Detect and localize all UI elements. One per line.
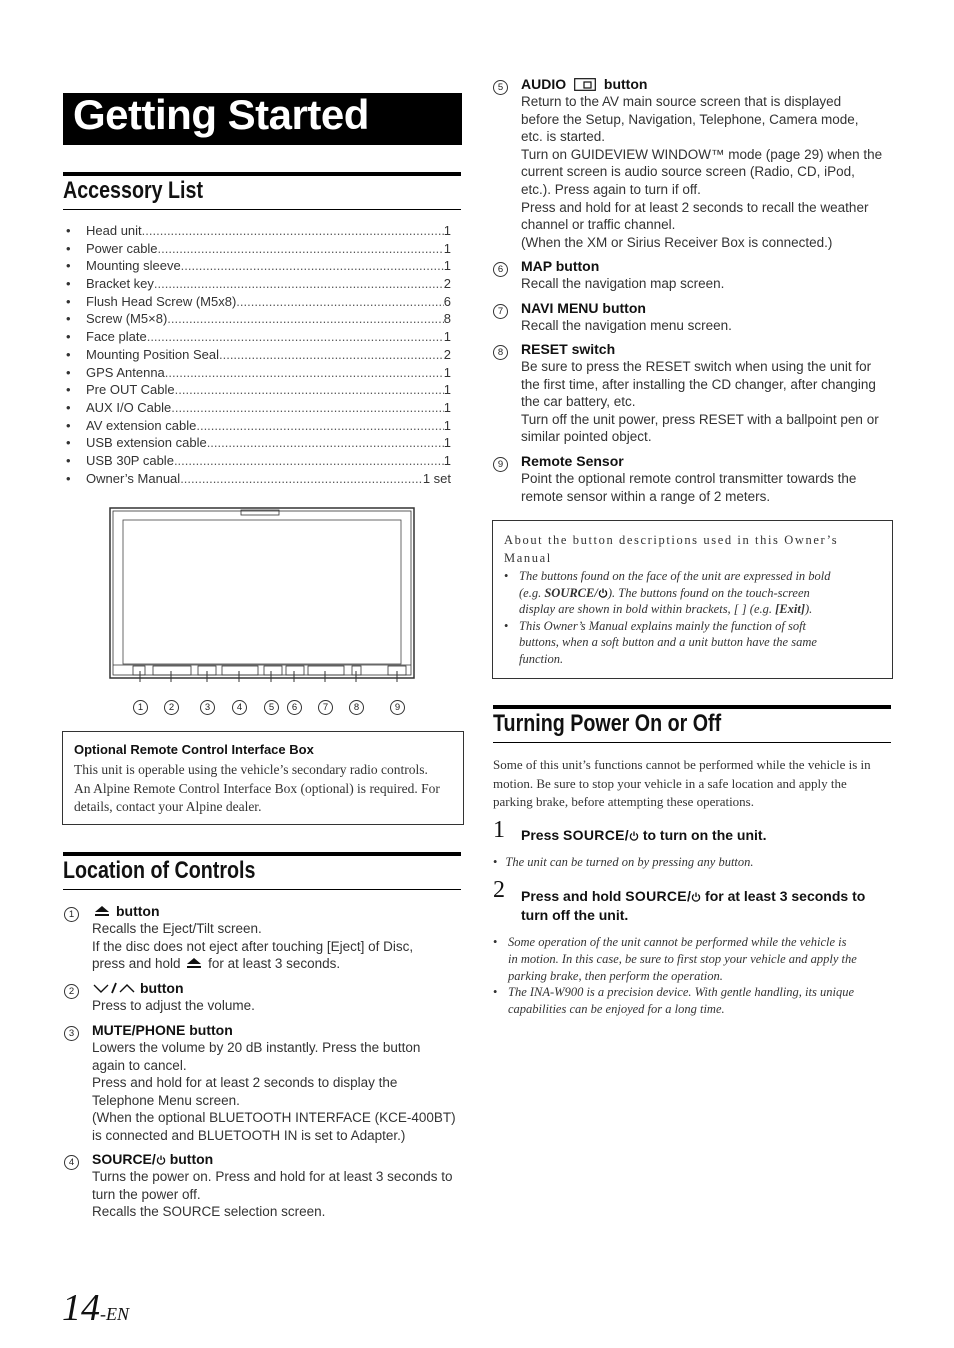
accessory-qty: 1: [443, 382, 451, 398]
about-text: ). The buttons found on the touch-screen: [607, 585, 810, 600]
callout-number: 9: [493, 457, 508, 472]
control-9-title: Remote Sensor: [521, 453, 624, 469]
control-5-title-text: AUDIO: [521, 76, 567, 92]
callout-number: 3: [64, 1026, 79, 1041]
accessory-row: [86, 293, 451, 311]
accessory-label: Head unit: [86, 223, 142, 238]
accessory-label: Power cable: [86, 240, 158, 256]
step-text: to turn on the unit.: [638, 827, 767, 843]
desc-line: channel or traffic channel.: [521, 217, 676, 233]
power-intro: [493, 756, 871, 812]
diagram-callout: 9: [390, 700, 405, 715]
about-line: buttons, when a soft button and a unit button have the same: [519, 635, 817, 650]
desc-line: the first time, after installing the CD changer, after changing: [521, 376, 876, 392]
desc-line: Return to the AV main source screen that is displayed: [521, 94, 842, 109]
remote-box-line: This unit is operable using the vehicle’s secondary radio controls.: [74, 762, 428, 777]
bullet-dot: •: [66, 276, 71, 292]
diagram-callout: 2: [164, 700, 179, 715]
bullet-dot: •: [66, 470, 71, 486]
step-text: Press and hold: [521, 888, 626, 904]
accessory-item: [66, 399, 451, 417]
note-line: in motion. In this case, be sure to first stop your vehicle and apply the: [508, 951, 857, 966]
control-7: [493, 301, 508, 319]
audio-button-icon: [574, 78, 596, 91]
desc-line: Turn on GUIDEVIEW WINDOW™ mode (page 29) when the: [521, 146, 883, 162]
control-1-desc: [92, 920, 413, 973]
callout-number: 4: [64, 1155, 79, 1170]
eject-icon: [92, 905, 112, 917]
desc-line: Point the optional remote control transmitter towards the: [521, 471, 857, 486]
power-icon: [598, 588, 608, 598]
leader-dots: [158, 240, 444, 258]
accessory-qty: 1: [443, 223, 451, 238]
accessory-qty: 8: [443, 311, 451, 327]
page-title-banner: [63, 93, 462, 145]
accessory-row: [86, 417, 451, 435]
diagram-callout: 7: [318, 700, 333, 715]
accessory-item: [66, 240, 451, 258]
accessory-item: [66, 257, 451, 275]
bullet-dot: •: [66, 293, 71, 309]
accessory-row: [86, 275, 451, 293]
bullet-dot: •: [66, 311, 71, 327]
accessory-label: AV extension cable: [86, 417, 197, 433]
accessory-item: [66, 364, 451, 382]
leader-dots: [174, 452, 444, 470]
step-1-number: 1: [493, 817, 505, 843]
leader-dots: [236, 293, 443, 311]
power-icon: [691, 892, 701, 902]
accessory-item: [66, 328, 451, 346]
about-text-bold: [Exit]: [775, 602, 805, 617]
leader-dots: [180, 470, 423, 488]
accessory-label: USB extension cable: [86, 435, 207, 451]
desc-line: etc.). Press again to turn if off.: [521, 181, 701, 197]
page-number-suffix: -EN: [100, 1304, 129, 1324]
control-7-desc: [521, 317, 732, 335]
control-4-title-text: SOURCE/: [92, 1151, 156, 1167]
step-1-text: [521, 827, 766, 843]
step-line: turn off the unit.: [521, 907, 629, 923]
accessory-qty: 1: [443, 399, 451, 415]
about-line: function.: [519, 651, 564, 666]
about-bullet: [504, 618, 831, 668]
power-title: Turning Power On or Off: [493, 710, 722, 737]
desc-line: Recalls the Eject/Tilt screen.: [92, 921, 262, 936]
accessory-item: [66, 470, 451, 488]
desc-line: is connected and BLUETOOTH IN is set to Adapter.): [92, 1127, 406, 1143]
accessory-label: USB 30P cable: [86, 452, 174, 468]
accessory-item: [66, 293, 451, 311]
step-2-number: 2: [493, 877, 505, 903]
note-line: parking brake, then perform the operation.: [508, 968, 723, 983]
accessory-label: Screw (M5×8): [86, 311, 168, 327]
step-2-text: [521, 887, 865, 925]
about-line: [519, 601, 831, 618]
desc-line: Some of this unit’s functions cannot be performed while the vehicle is in: [493, 757, 871, 772]
diagram-callout: 3: [200, 700, 215, 715]
power-icon: [156, 1155, 166, 1165]
diagram-callout: 8: [349, 700, 364, 715]
control-9-desc: [521, 470, 856, 505]
step-1-note: [493, 855, 754, 870]
accessory-qty: 1: [443, 240, 451, 256]
desc-line: motion. Be sure to stop your vehicle in a safe location and apply the: [493, 775, 847, 791]
about-line: [519, 585, 831, 602]
about-text-bold: SOURCE/: [544, 585, 598, 600]
device-diagram: [108, 506, 416, 682]
accessory-row: [86, 470, 451, 488]
control-4-desc: [92, 1168, 452, 1221]
accessory-item: [66, 381, 451, 399]
control-8: [493, 342, 508, 360]
bullet-dot: •: [66, 346, 71, 362]
source-label: SOURCE/: [625, 888, 692, 904]
diagram-callout: 4: [232, 700, 247, 715]
desc-line: similar pointed object.: [521, 429, 652, 445]
control-5-title-text: button: [603, 76, 648, 92]
accessory-qty: 1: [443, 452, 451, 468]
control-1-title-text: button: [116, 903, 160, 919]
step-text: Press: [521, 827, 564, 843]
bullet-dot: •: [66, 240, 71, 256]
bullet-dot: •: [66, 364, 71, 380]
desc-line: Press and hold for at least 2 seconds to recall the weather: [521, 199, 869, 215]
leader-dots: [171, 399, 444, 417]
desc-line: Recalls the SOURCE selection screen.: [92, 1204, 326, 1220]
accessory-label: Face plate: [86, 329, 147, 345]
accessory-row: [86, 222, 451, 240]
control-2: [64, 981, 79, 999]
section-rule-bottom: [63, 209, 461, 210]
desc-line: Recall the navigation map screen.: [521, 276, 725, 291]
diagram-callouts: [108, 680, 416, 713]
desc-line: before the Setup, Navigation, Telephone, Camera mode,: [521, 111, 859, 127]
head-unit-illustration: [108, 506, 416, 682]
accessory-label: Mounting sleeve: [86, 258, 181, 274]
accessory-label: Pre OUT Cable: [86, 382, 175, 398]
accessory-row: [86, 364, 451, 382]
step-line: [521, 887, 865, 906]
note-line: capabilities can be enjoyed for a long time.: [508, 1002, 725, 1017]
accessory-item: [66, 417, 451, 435]
desc-line: Recall the navigation menu screen.: [521, 318, 732, 333]
about-line: This Owner’s Manual explains mainly the function of soft: [519, 618, 807, 633]
desc-line: If the disc does not eject after touching [Eject] of Disc,: [92, 938, 414, 954]
bullet-dot: •: [66, 399, 71, 415]
volume-up-down-icon: [92, 982, 136, 994]
control-1: [64, 904, 79, 922]
remote-box-title: Optional Remote Control Interface Box: [74, 742, 314, 757]
accessory-row: [86, 328, 451, 346]
location-title: Location of Controls: [63, 857, 256, 884]
bullet-dot: •: [66, 452, 71, 468]
desc-line: [92, 955, 413, 973]
remote-box-line: details, contact your Alpine dealer.: [74, 799, 262, 814]
about-title-line: About the button descriptions used in this Owner’s: [504, 533, 839, 547]
diagram-callout: 6: [287, 700, 302, 715]
desc-line: (When the XM or Sirius Receiver Box is connected.): [521, 234, 833, 250]
control-3: [64, 1023, 79, 1041]
accessory-item: [66, 346, 451, 364]
bullet-dot: •: [493, 935, 498, 949]
power-note: [493, 984, 857, 1018]
callout-number: 7: [493, 304, 508, 319]
control-2-title-text: button: [140, 980, 184, 996]
leader-dots: [154, 275, 444, 293]
control-3-title: MUTE/PHONE button: [92, 1022, 233, 1038]
control-1-title: [92, 903, 160, 919]
about-box: [492, 520, 893, 679]
control-2-desc: Press to adjust the volume.: [92, 998, 255, 1013]
accessory-qty: 2: [443, 276, 451, 292]
about-line: The buttons found on the face of the unit are expressed in bold: [519, 569, 831, 583]
about-text: ).: [804, 602, 813, 617]
accessory-list: [66, 222, 451, 487]
accessory-qty: 1: [443, 417, 451, 433]
diagram-callout: 5: [264, 700, 279, 715]
control-4-title: [92, 1151, 213, 1167]
accessory-item: [66, 434, 451, 452]
bullet-dot: •: [493, 985, 498, 1000]
control-5: [493, 77, 508, 95]
note-line: The INA-W900 is a precision device. With gentle handling, its unique: [508, 985, 855, 1000]
page-number: [62, 1286, 129, 1330]
desc-line: Press and hold for at least 2 seconds to display the: [92, 1075, 398, 1091]
callout-number: 8: [493, 345, 508, 360]
bullet-dot: •: [66, 382, 71, 398]
accessory-row: [86, 310, 451, 328]
control-6-title: MAP button: [521, 258, 600, 274]
desc-line: parking brake, before attempting these operations.: [493, 794, 754, 809]
accessory-label: Bracket key: [86, 276, 154, 292]
accessory-label: Owner’s Manual: [86, 470, 181, 486]
leader-dots: [181, 257, 444, 275]
source-label: SOURCE/: [563, 827, 629, 843]
accessory-row: [86, 399, 451, 417]
control-5-desc: [521, 93, 882, 251]
leader-dots: [147, 328, 444, 346]
power-note: [493, 934, 857, 984]
about-text: display are shown in bold within brackets, [ ] (e.g.: [519, 602, 776, 617]
desc-text: press and hold: [92, 956, 181, 972]
desc-line: remote sensor within a range of 2 meters.: [521, 488, 771, 504]
accessory-qty: 1: [443, 435, 451, 451]
bullet-dot: •: [504, 569, 509, 583]
accessory-qty: 6: [443, 293, 451, 309]
bullet-dot: •: [66, 417, 71, 433]
about-box-title: [504, 531, 838, 567]
callout-number: 5: [493, 80, 508, 95]
leader-dots: [219, 346, 444, 364]
page-title: Getting Started: [73, 91, 369, 138]
desc-line: etc. is started.: [521, 129, 606, 145]
control-6: [493, 259, 508, 277]
about-title-line: Manual: [504, 551, 552, 565]
section-rule-top: [493, 705, 891, 709]
note-text: The unit can be turned on by pressing any button.: [505, 855, 754, 869]
about-box-bullets: [504, 568, 831, 668]
bullet-dot: •: [66, 223, 71, 238]
accessory-item: [66, 310, 451, 328]
accessory-qty: 1: [443, 258, 451, 274]
accessory-qty: 1 set: [422, 470, 451, 486]
desc-line: Telephone Menu screen.: [92, 1092, 240, 1108]
remote-box-text: [74, 761, 440, 817]
desc-line: turn the power off.: [92, 1186, 201, 1202]
step-text: for at least 3 seconds to: [701, 888, 866, 904]
callout-number: 6: [493, 262, 508, 277]
leader-dots: [175, 381, 444, 399]
desc-line: Turn off the unit power, press RESET with a ballpoint pen or: [521, 411, 879, 427]
desc-line: (When the optional BLUETOOTH INTERFACE (KCE-400BT): [92, 1110, 456, 1126]
accessory-row: [86, 257, 451, 275]
desc-text: for at least 3 seconds.: [208, 956, 341, 972]
accessory-label: Mounting Position Seal: [86, 346, 219, 362]
callout-number: 1: [64, 907, 79, 922]
section-rule-top: [63, 852, 461, 856]
accessory-row: [86, 434, 451, 452]
about-bullet: [504, 568, 831, 618]
accessory-label: Flush Head Screw (M5x8): [86, 293, 237, 309]
desc-line: Lowers the volume by 20 dB instantly. Press the button: [92, 1040, 421, 1055]
accessory-qty: 1: [443, 364, 451, 380]
accessory-list-title: Accessory List: [63, 177, 204, 204]
bullet-dot: •: [504, 618, 509, 633]
control-7-title: NAVI MENU button: [521, 300, 646, 316]
section-rule-bottom: [63, 889, 461, 890]
accessory-qty: 1: [443, 329, 451, 345]
accessory-label: AUX I/O Cable: [86, 399, 172, 415]
accessory-qty: 2: [443, 346, 451, 362]
accessory-item: [66, 452, 451, 470]
leader-dots: [207, 434, 444, 452]
accessory-label: GPS Antenna: [86, 364, 165, 380]
leader-dots: [165, 364, 444, 382]
section-rule-top: [63, 172, 461, 176]
eject-icon: [184, 957, 204, 969]
control-5-title: [521, 76, 647, 92]
callout-number: 2: [64, 984, 79, 999]
control-8-desc: [521, 358, 879, 446]
control-2-title: [92, 980, 184, 996]
accessory-row: [86, 240, 451, 258]
accessory-row: [86, 381, 451, 399]
desc-line: the car battery, etc.: [521, 394, 636, 410]
bullet-dot: •: [66, 258, 71, 274]
page-number-value: 14: [62, 1287, 100, 1329]
leader-dots: [196, 417, 443, 435]
accessory-item: [66, 222, 451, 240]
bullet-dot: •: [66, 329, 71, 345]
about-text: (e.g.: [519, 585, 545, 600]
control-9: [493, 454, 508, 472]
power-icon: [629, 831, 639, 841]
accessory-row: [86, 346, 451, 364]
control-3-desc: [92, 1039, 456, 1145]
desc-line: Turns the power on. Press and hold for at least 3 seconds to: [92, 1169, 453, 1184]
remote-box: [62, 731, 464, 825]
control-4-title-text: button: [169, 1151, 214, 1167]
leader-dots: [142, 222, 444, 240]
control-8-title: RESET switch: [521, 341, 616, 357]
remote-box-line: An Alpine Remote Control Interface Box (optional) is required. For: [74, 780, 440, 796]
accessory-row: [86, 452, 451, 470]
desc-line: Be sure to press the RESET switch when using the unit for: [521, 359, 872, 374]
bullet-dot: •: [493, 855, 498, 869]
accessory-item: [66, 275, 451, 293]
bullet-dot: •: [66, 435, 71, 451]
power-notes: [493, 934, 857, 1018]
control-4: [64, 1152, 79, 1170]
control-6-desc: [521, 275, 724, 293]
leader-dots: [167, 310, 443, 328]
desc-line: again to cancel.: [92, 1057, 187, 1073]
section-rule-bottom: [493, 742, 891, 743]
desc-line: current screen is audio source screen (Radio, CD, iPod,: [521, 164, 855, 180]
diagram-callout: 1: [133, 700, 148, 715]
note-line: Some operation of the unit cannot be performed while the vehicle is: [508, 935, 847, 949]
